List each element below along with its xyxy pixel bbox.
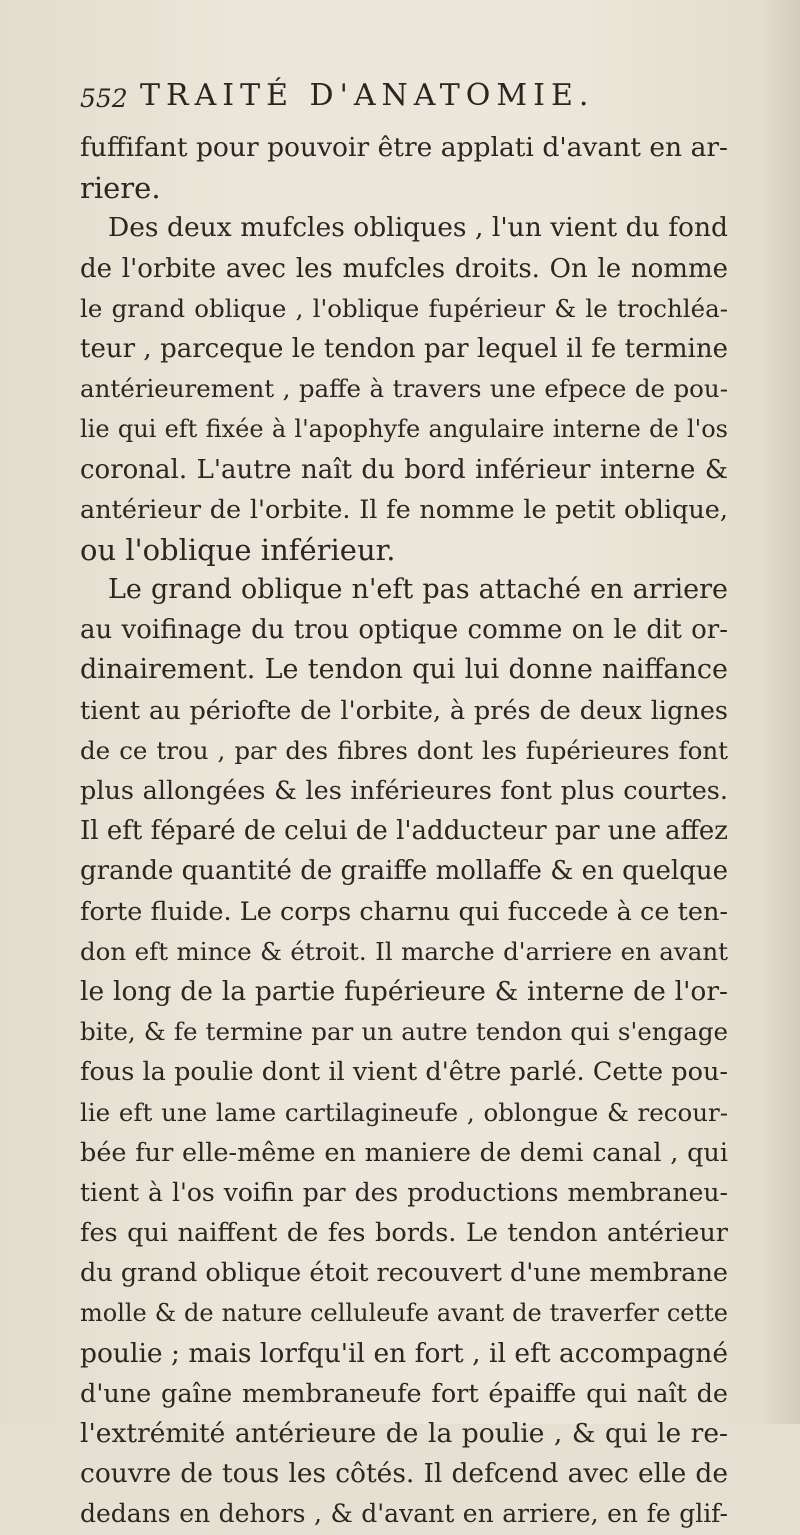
body-text [80, 128, 728, 1535]
text-line: le long de la partie fupérieure & interne de l'or- [80, 975, 728, 1007]
text-line: d'une gaîne membraneufe fort épaiffe qui naît de [80, 1378, 728, 1409]
text-line: coronal. L'autre naît du bord inférieur interne & [80, 454, 728, 485]
text-line: plus allongées & les inférieures font plus courtes. [80, 776, 728, 806]
text-line: de ce trou , par des fibres dont les fupérieures font [80, 735, 728, 765]
page-edge-shadow [760, 0, 800, 1424]
text-line: Il eft féparé de celui de l'adducteur par une affez [80, 816, 728, 847]
text-line: Des deux mufcles obliques , l'un vient du fond [108, 212, 728, 244]
text-line: le grand oblique , l'oblique fupérieur & le trochléa- [80, 293, 728, 323]
text-line: dinairement. Le tendon qui lui donne naiffance [80, 654, 728, 686]
text-line: fous la poulie dont il vient d'être parlé. Cette pou- [80, 1057, 728, 1088]
page-header [80, 78, 720, 122]
text-line: riere. [80, 171, 161, 206]
text-line: tient au périofte de l'orbite, à prés de deux lignes [80, 695, 728, 726]
text-line: forte fluide. Le corps charnu qui fuccede à ce ten- [80, 896, 728, 927]
text-line: l'extrémité antérieure de la poulie , & qui le re- [80, 1418, 728, 1449]
text-line: dedans en dehors , & d'avant en arriere, en fe glif- [80, 1499, 728, 1529]
text-line: grande quantité de graiffe mollaffe & en quelque [80, 856, 728, 887]
text-line: antérieur de l'orbite. Il fe nomme le petit oblique, [80, 494, 728, 525]
text-line: au voifinage du trou optique comme on le dit or- [80, 615, 728, 646]
text-line: ou l'oblique inférieur. [80, 532, 396, 567]
text-line: bée fur elle-même en maniere de demi canal , qui [80, 1137, 728, 1168]
text-line: poulie ; mais lorfqu'il en fort , il eft accompagné [80, 1337, 728, 1369]
text-line: teur , parceque le tendon par lequel il fe termine [80, 333, 728, 364]
text-line: couvre de tous les côtés. Il defcend avec elle de [80, 1458, 728, 1490]
text-line: du grand oblique étoit recouvert d'une membrane [80, 1258, 728, 1289]
text-line: de l'orbite avec les mufcles droits. On le nomme [80, 253, 728, 284]
text-line: Le grand oblique n'eft pas attaché en arriere [108, 574, 728, 606]
text-line: lie qui eft fixée à l'apophyfe angulaire interne de l'os [80, 415, 728, 444]
text-line: fes qui naiffent de fes bords. Le tendon antérieur [80, 1218, 728, 1249]
text-line: molle & de nature celluleufe avant de traverfer cette [80, 1299, 728, 1328]
text-line: bite, & fe termine par un autre tendon qui s'engage [80, 1017, 728, 1047]
text-line: antérieurement , paffe à travers une efpece de pou- [80, 374, 728, 404]
text-line: fuffifant pour pouvoir être applati d'avant en ar- [80, 132, 728, 163]
text-line: tient à l'os voifin par des productions membraneu- [80, 1177, 728, 1207]
text-line: don eft mince & étroit. Il marche d'arriere en avant [80, 936, 728, 966]
running-title: TRAITÉ D'ANATOMIE. [140, 78, 595, 113]
page-number: 552 [80, 84, 128, 113]
text-line: lie eft une lame cartilagineufe , oblongue & recour- [80, 1097, 728, 1127]
